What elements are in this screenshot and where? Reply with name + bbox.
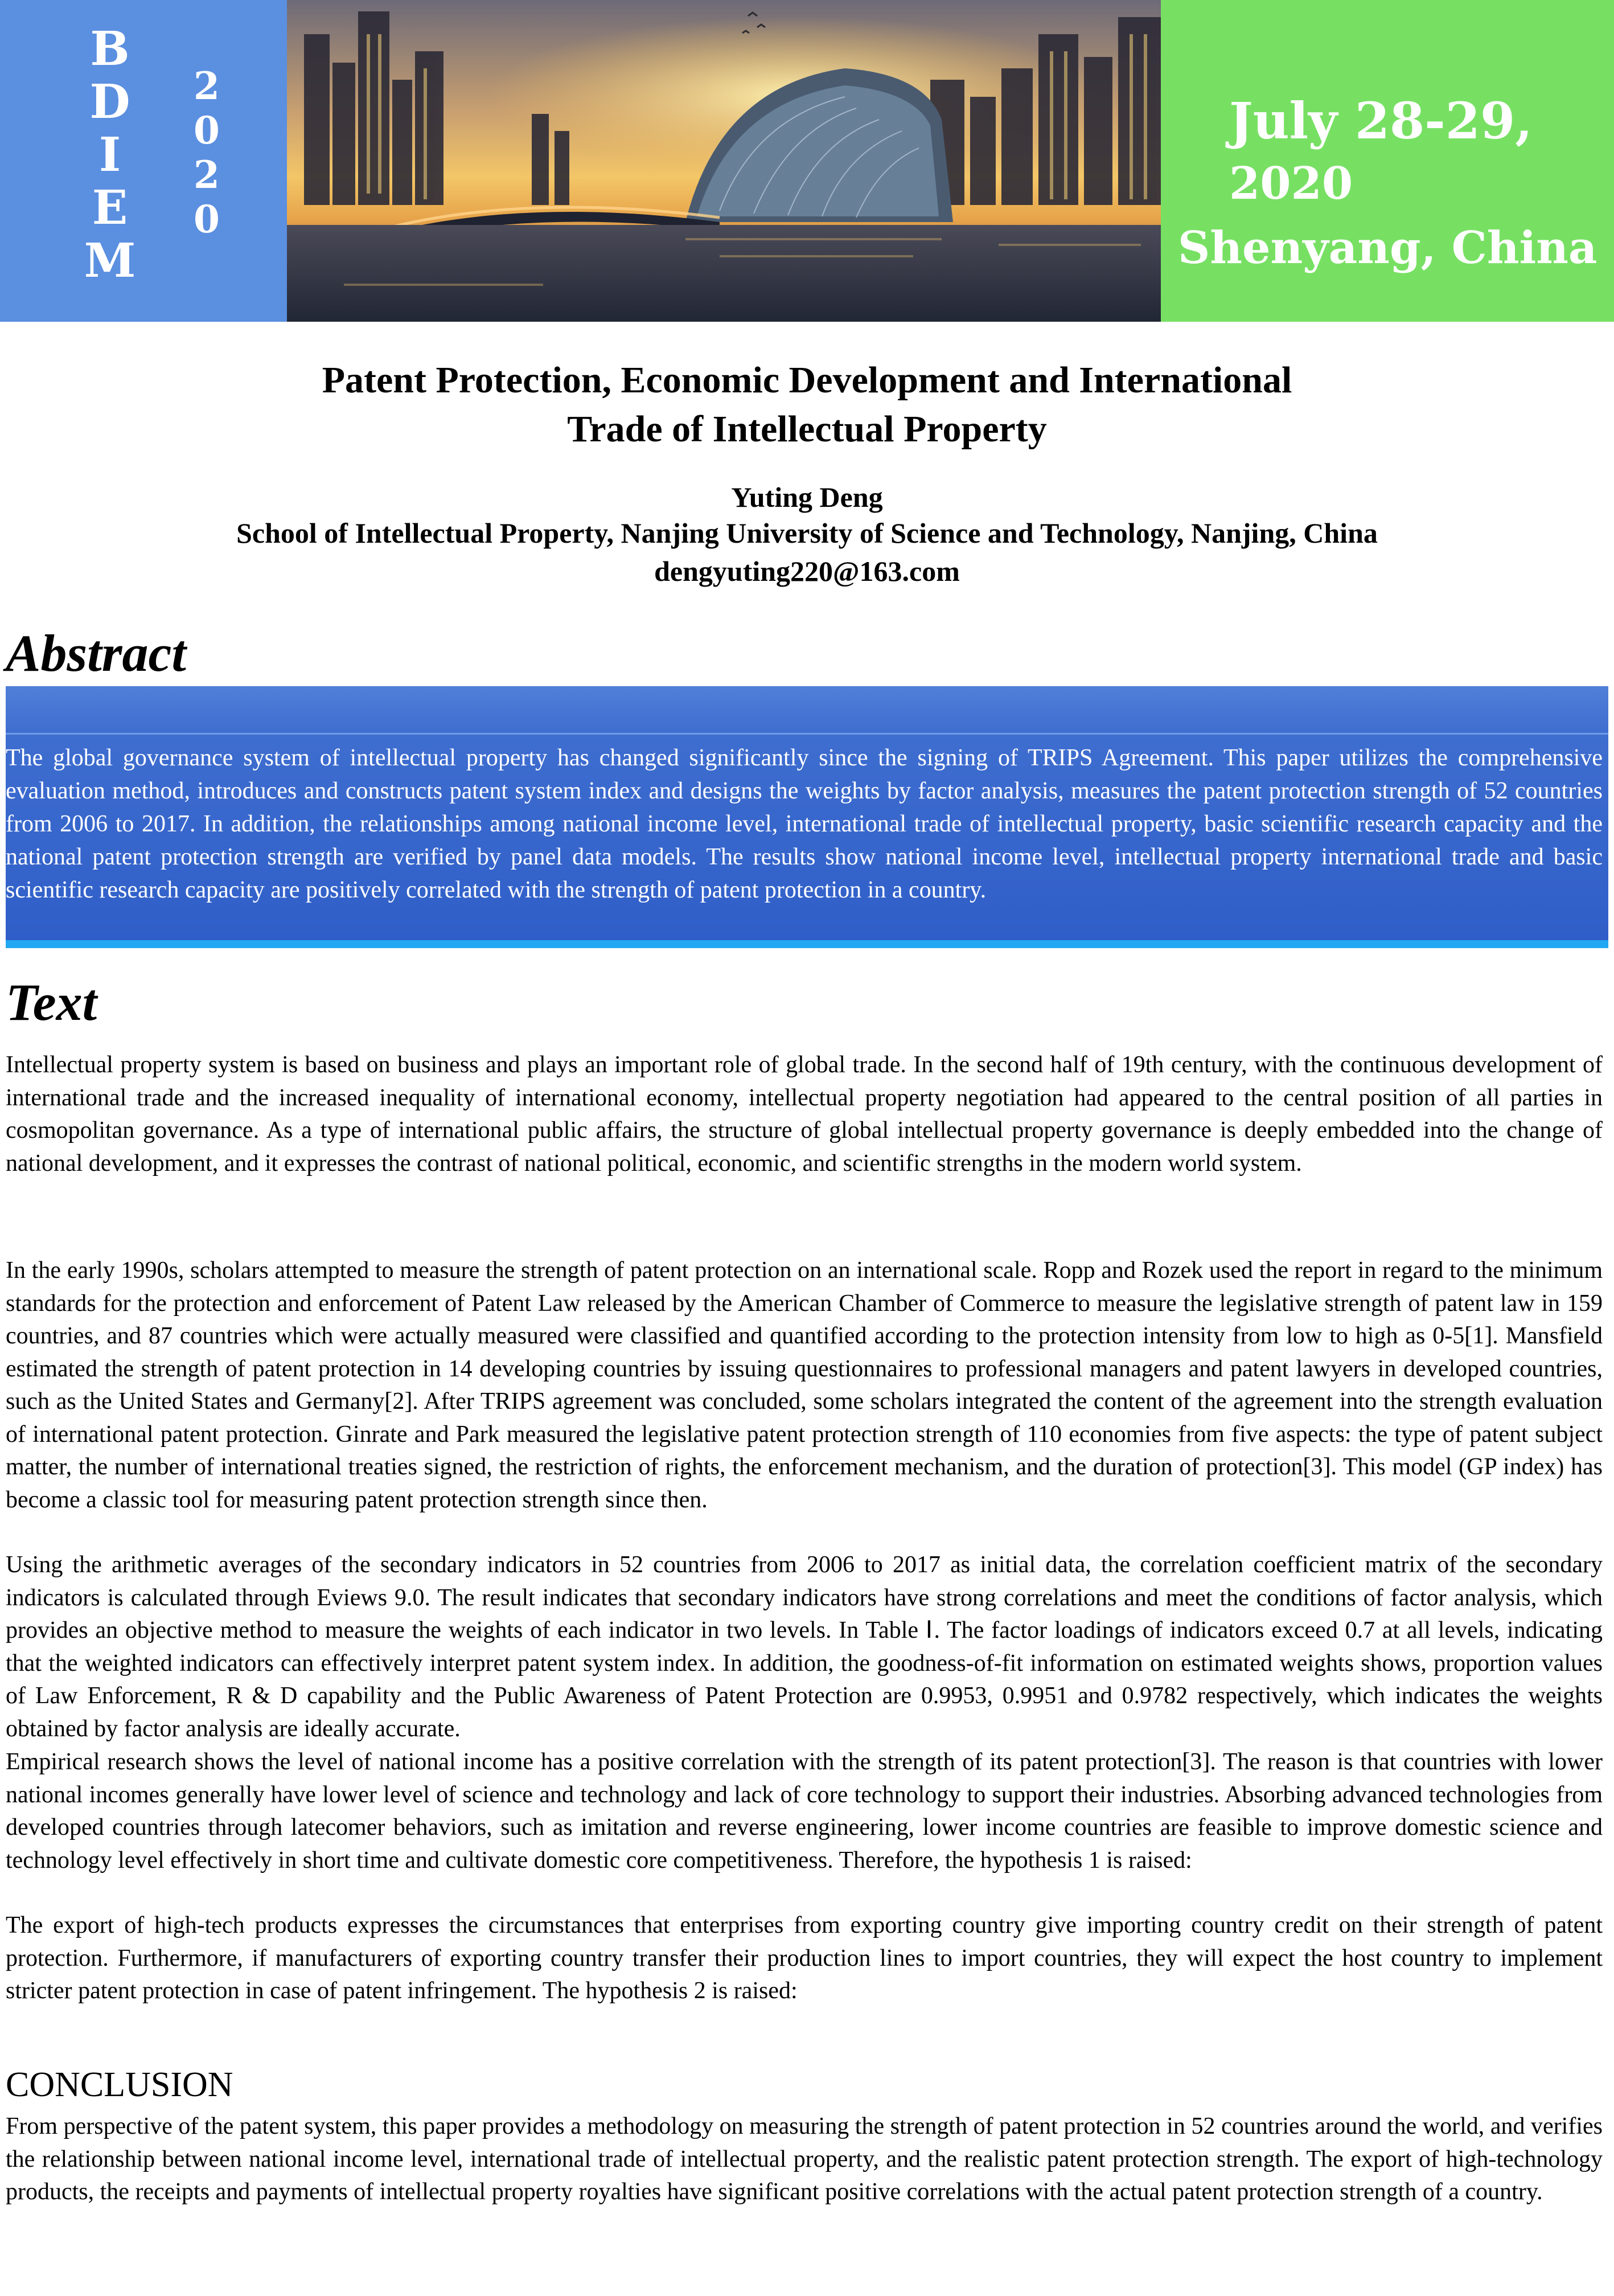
author-email: dengyuting220@163.com xyxy=(654,555,960,587)
abstract-text: The global governance system of intellectual property has changed significantly since the signing of TRIPS Agreement. This paper utilizes the comprehensive evaluation method, introduces and constructs patent system index and designs the weights by factor analysis, measures the patent protection strength of 52 countries from 2006 to 2017. In addition, the relationships among national income level, international trade of intellectual property, basic scientific research capacity and the national patent protection strength are verified by panel data models. The results show national income level, intellectual property international trade and basic scientific research capacity are positively correlated with the strength of patent protection in a country. xyxy=(6,745,1603,903)
conference-logo xyxy=(0,0,287,322)
logo-year-digit: 2 xyxy=(194,153,220,197)
logo-year-digit: 0 xyxy=(194,197,220,241)
logo-year-digit: 0 xyxy=(194,108,220,153)
logo-letter: E xyxy=(92,181,128,235)
conclusion-text: From perspective of the patent system, this paper provides a methodology on measuring the strength of patent protection in 52 countries around the world, and verifies the relationship between national income level, international trade of intellectual property, and the realistic patent protection strength. The export of high-technology products, the receipts and payments of intellectual property royalties have significant positive correlations with the actual patent protection strength of a country. xyxy=(6,2113,1603,2205)
conference-date-panel xyxy=(1161,0,1614,322)
logo-year xyxy=(181,64,232,241)
paper-title-line: Patent Protection, Economic Development and International xyxy=(322,359,1292,401)
paper-title-line: Trade of Intellectual Property xyxy=(567,408,1047,450)
logo-letter: D xyxy=(89,75,130,129)
body-paragraph: Empirical research shows the level of national income has a positive correlation with the strength of its patent protection[3]. The reason is that countries with lower national incomes generally have lower level of science and technology and lack of core technology to support their industries. Absorbing advanced technologies from developed countries through latecomer behaviors, such as imitation and reverse engineering, lower income countries are feasible to improve domestic science and technology level effectively in short time and cultivate domestic core competitiveness. Therefore, the hypothesis 1 is raised: xyxy=(6,1749,1603,1873)
city-skyline-photo xyxy=(287,0,1161,322)
author-affiliation: School of Intellectual Property, Nanjing University of Science and Technology, Nanjing, China xyxy=(236,517,1378,549)
logo-year-digit: 2 xyxy=(194,64,220,108)
body-paragraph: In the early 1990s, scholars attempted to measure the strength of patent protection on an international scale. Ropp and Rozek used the report in regard to the minimum standards for the protection and enforcement of Patent Law released by the American Chamber of Commerce to measure the legislative strength of patent law in 159 countries, and 87 countries which were actually measured were classified and quantified according to the protection intensity from low to high as 0-5[1]. Mansfield estimated the strength of patent protection in 14 developing countries by issuing questionnaires to professional managers and patent lawyers in developed countries, such as the United States and Germany[2]. After TRIPS agreement was concluded, some scholars integrated the content of the agreement into the strength evaluation of international patent protection. Ginrate and Park measured the legislative patent protection strength of 110 economies from five aspects: the type of patent subject matter, the number of international treaties signed, the restriction of rights, the enforcement mechanism, and the duration of protection[3]. This model (GP index) has become a classic tool for measuring patent protection strength since then. xyxy=(6,1257,1603,1513)
conclusion-heading: CONCLUSION xyxy=(6,2065,233,2104)
logo-letter: M xyxy=(84,233,136,288)
conference-banner xyxy=(0,0,1614,322)
body-paragraph: The export of high-tech products expresses the circumstances that enterprises from exporting country give importing country credit on their strength of patent protection. Furthermore, if manufacturers of exporting country transfer their production lines to import countries, they will expect the host country to implement stricter patent protection in case of patent infringement. The hypothesis 2 is raised: xyxy=(6,1912,1603,2004)
conference-year: 2020 xyxy=(1229,158,1353,210)
logo-letter: B xyxy=(90,22,130,76)
text-heading: Text xyxy=(6,973,97,1031)
conference-date: July 28-29, xyxy=(1229,91,1533,150)
author-name: Yuting Deng xyxy=(731,481,883,513)
abstract-heading: Abstract xyxy=(6,624,186,682)
logo-acronym xyxy=(79,23,141,288)
paper-title xyxy=(114,356,1500,454)
logo-letter: I xyxy=(98,128,121,182)
body-paragraph: Using the arithmetic averages of the secondary indicators in 52 countries from 2006 to 2017 as initial data, the correlation coefficient matrix of the secondary indicators is calculated through Eviews 9.0. The result indicates that secondary indicators have strong correlations and meet the conditions of factor analysis, which provides an objective method to measure the weights of each indicator in two levels. In Table Ⅰ. The factor loadings of indicators exceed 0.7 at all levels, indicating that the weighted indicators can effectively interpret patent system index. In addition, the goodness-of-fit information on estimated weights shows, proportion values of Law Enforcement, R & D capability and the Public Awareness of Patent Protection are 0.9953, 0.9951 and 0.9782 respectively, which indicates the weights obtained by factor analysis are ideally accurate. xyxy=(6,1552,1603,1742)
body-paragraph: Intellectual property system is based on business and plays an important role of global trade. In the second half of 19th century, with the continuous development of international trade and the increased inequality of international economy, intellectual property negotiation had appeared to the central position of all parties in cosmopolitan governance. As a type of international public affairs, the structure of global intellectual property governance is deeply embedded into the change of national development, and it expresses the contrast of national political, economic, and scientific strengths in the modern world system. xyxy=(6,1052,1603,1176)
conference-location: Shenyang, China xyxy=(1178,222,1597,274)
